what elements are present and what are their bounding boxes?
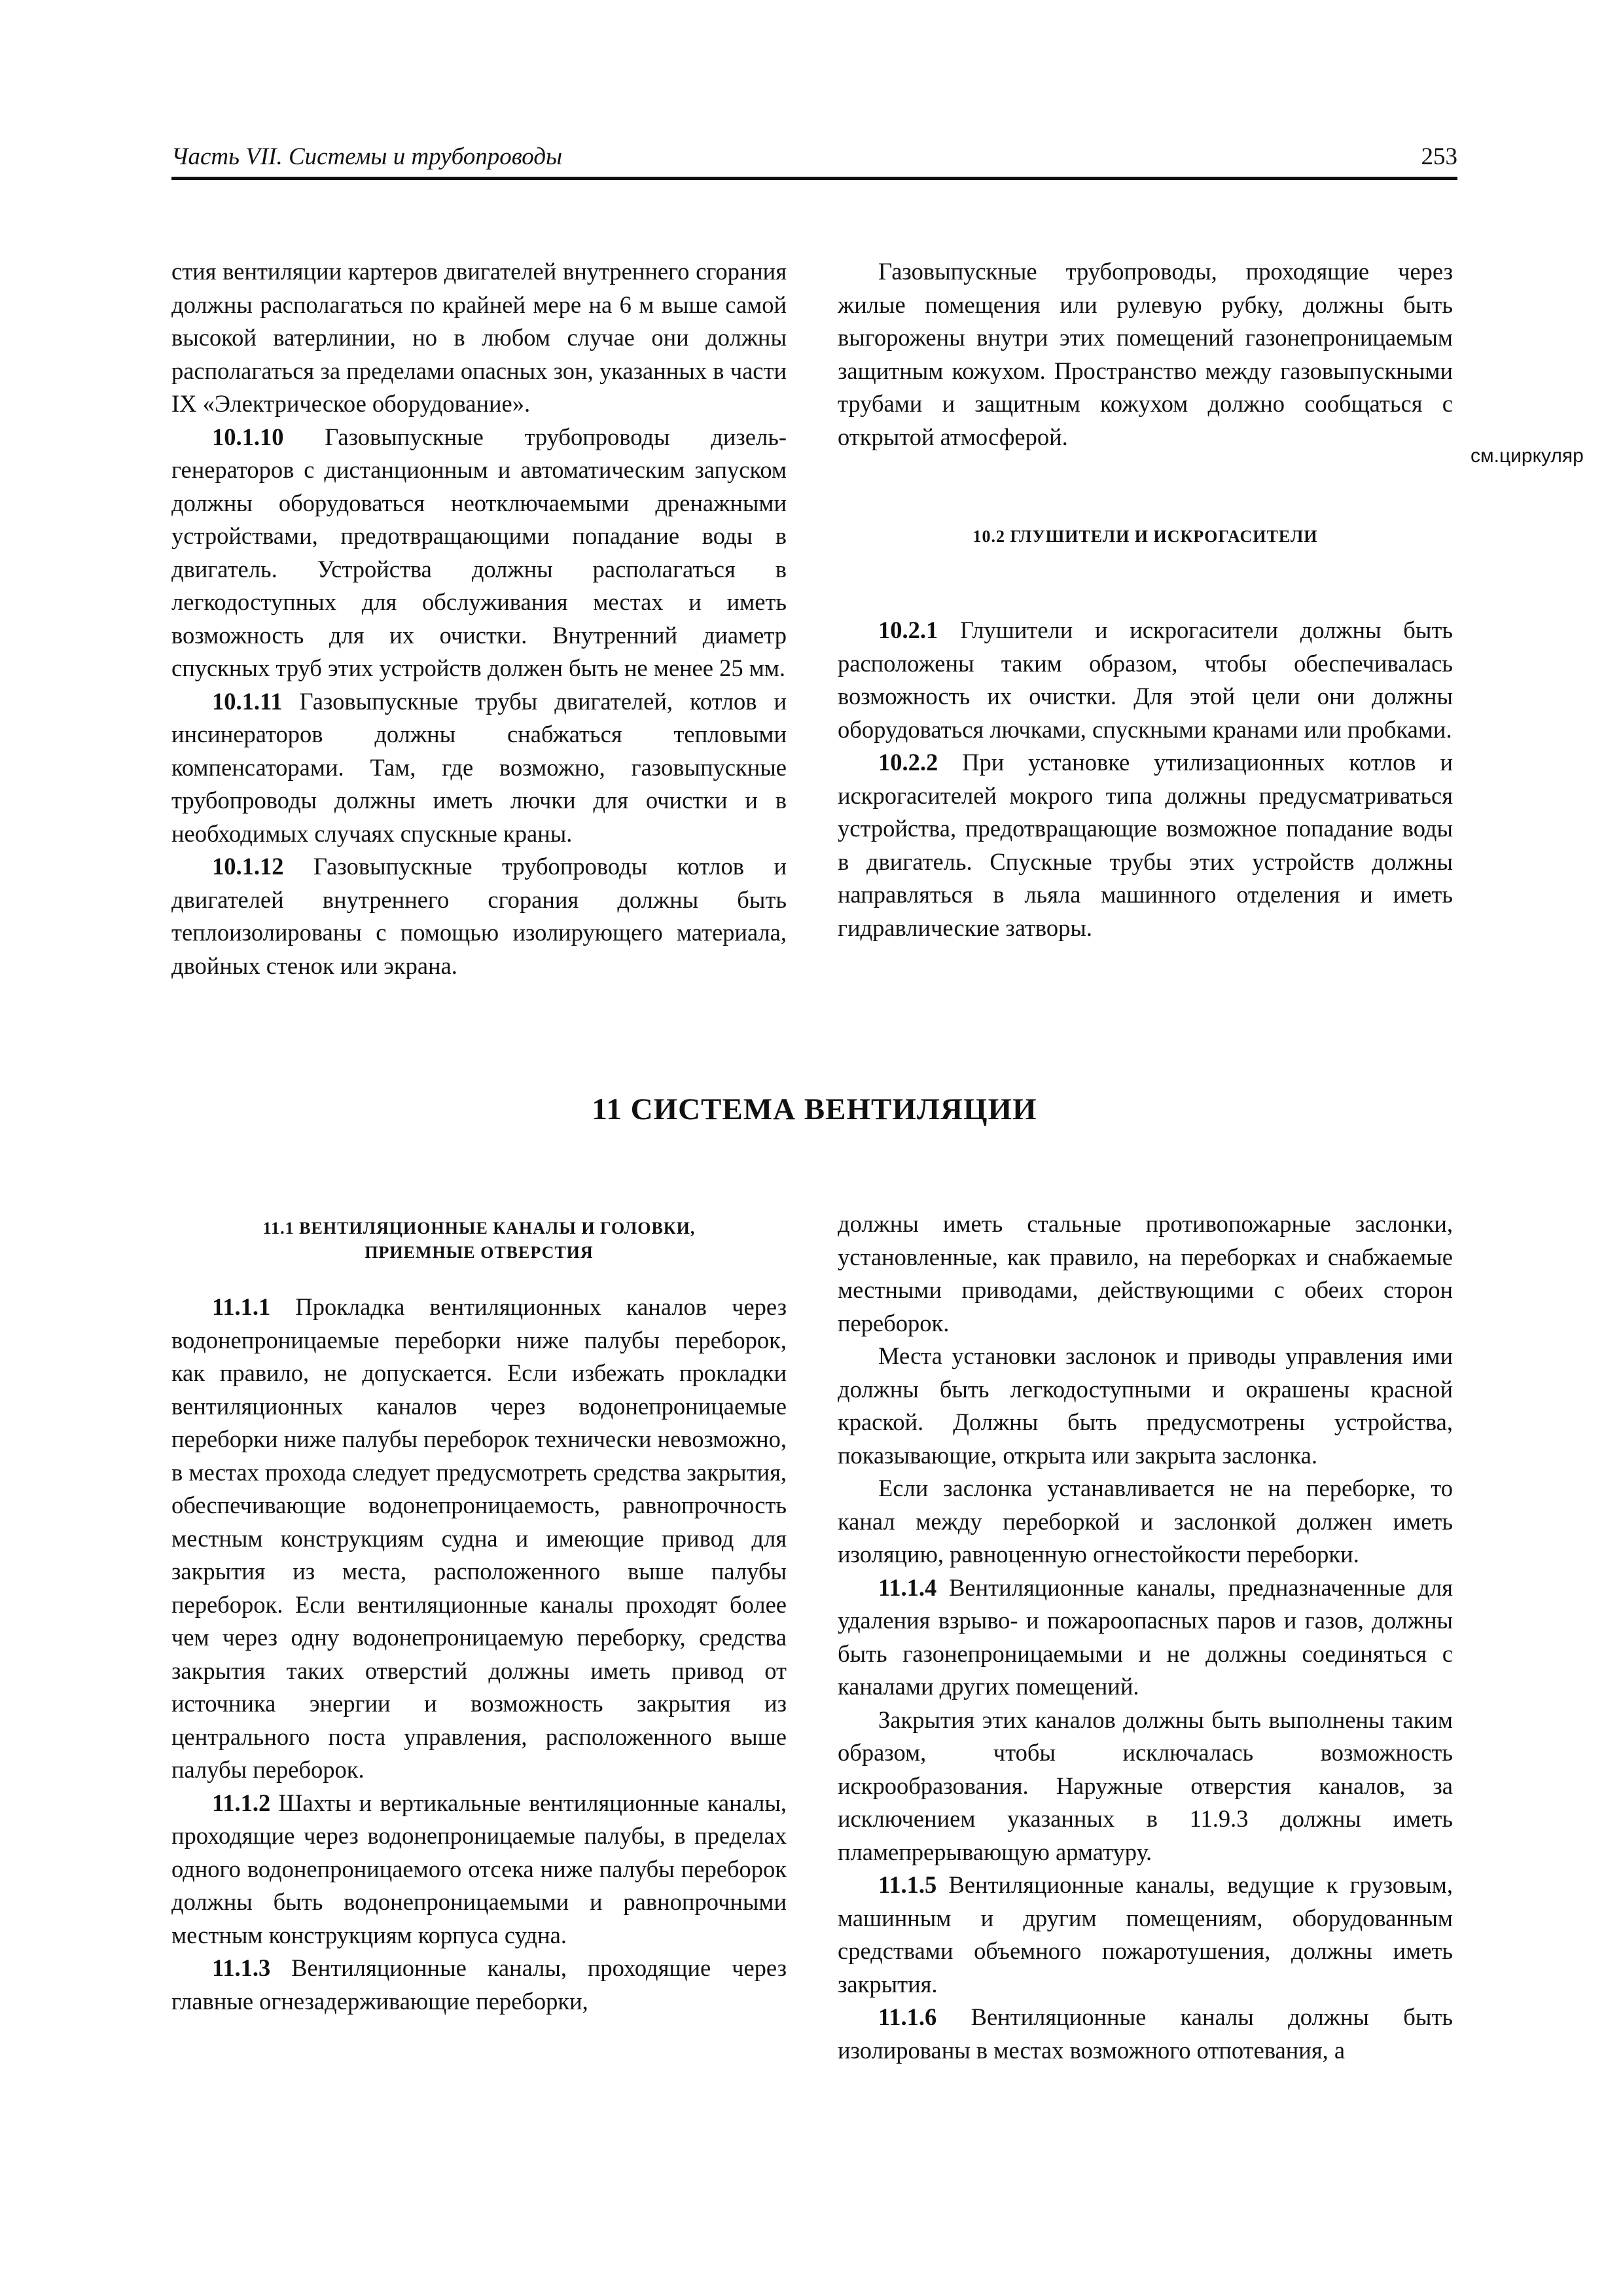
paragraph-11-1-3: 11.1.3 Вентиляционные каналы, проходящие через главные огнезадерживающие переборки, [171, 1954, 787, 2015]
paragraph: Газовыпускные трубопроводы, проходящие через жилые помещения или рулевую рубку, должны быть выгорожены внутри этих помещений газонепроницаемым защитным кожухом. Пространство между газовыпускными трубами и защитным кожухом должно сообщаться с открытой атмосферой. [838, 258, 1453, 450]
section-title-line: ПРИЕМНЫЕ ОТВЕРСТИЯ [365, 1243, 594, 1262]
section-title-10-2: 10.2 ГЛУШИТЕЛИ И ИСКРОГАСИТЕЛИ [972, 527, 1318, 546]
paragraph-10-1-10: 10.1.10 Газовыпускные трубопроводы дизель-генераторов с дистанционным и автоматическим запуском должны оборудоваться неотключаемыми дренажными устройствами, предотвращающими попадание воды в двигатель. Устройства должны располагаться в легкодоступных для обслуживания местах и иметь возможность для их очистки. Внутренний диаметр спускных труб этих устройств должен быть не менее 25 мм. [171, 423, 787, 681]
page-header [171, 143, 1457, 177]
paragraph-11-1-1: 11.1.1 Прокладка вентиляционных каналов через водонепроницаемые переборки ниже палубы переборок, как правило, не допускается. Если избежать прокладки вентиляционных каналов через водонепроницаемые переборки ниже палубы переборок технически невозможно, в местах прохода следует предусмотреть средства закрытия, обеспечивающие водонепроницаемость, равнопрочность местным конструкциям судна и имеющие привод для закрытия из места, расположенного выше палубы переборок. Если вентиляционные каналы проходят более чем через одну водонепроницаемую переборку, средства закрытия таких отверстий должны иметь привод от источника энергии и возможность закрытия из центрального поста управления, расположенного выше палубы переборок. [171, 1293, 787, 1783]
paragraph: должны иметь стальные противопожарные заслонки, установленные, как правило, на переборках и снабжаемые местными приводами, действующими с обеих сторон переборок. [838, 1210, 1453, 1336]
margin-note: см.циркуляр [1471, 445, 1584, 467]
paragraph-11-1-6: 11.1.6 Вентиляционные каналы должны быть изолированы в местах возможного отпотевания, а [838, 2003, 1453, 2064]
top-left-column [171, 255, 787, 982]
paragraph-10-1-11: 10.1.11 Газовыпускные трубы двигателей, котлов и инсинераторов должны снабжаться тепловыми компенсаторами. Там, где возможно, газовыпускные трубопроводы должны иметь лючки для очистки и в необходимых случаях спускные краны. [171, 687, 787, 847]
paragraph-11-1-4: 11.1.4 Вентиляционные каналы, предназначенные для удаления взрыво- и пожароопасных паров и газов, должны быть газонепроницаемыми и не должны соединяться с каналами других помещений. [838, 1573, 1453, 1700]
bottom-right-column [838, 1208, 1453, 2067]
top-right-column [838, 255, 1453, 944]
section-title-11-1 [171, 1216, 787, 1265]
paragraph-11-1-2: 11.1.2 Шахты и вертикальные вентиляционные каналы, проходящие через водонепроницаемые палубы, в пределах одного водонепроницаемого отсека ниже палубы переборок должны быть водонепроницаемыми и равнопрочными местным конструкциям корпуса судна. [171, 1789, 787, 1948]
page-number: 253 [1421, 143, 1457, 170]
paragraph-10-1-12: 10.1.12 Газовыпускные трубопроводы котлов и двигателей внутреннего сгорания должны быть теплоизолированы с помощью изолирующего материала, двойных стенок или экрана. [171, 853, 787, 979]
paragraph-10-2-1: 10.2.1 Глушители и искрогасители должны быть расположены таким образом, чтобы обеспечивалась возможность их очистки. Для этой цели они должны оборудоваться лючками, спускными кранами или пробками. [838, 617, 1453, 743]
running-title: Часть VII. Системы и трубопроводы [171, 143, 563, 170]
paragraph-10-2-2: 10.2.2 При установке утилизационных котлов и искрогасителей мокрого типа должны предусматриваться устройства, предотвращающие возможное попадание воды в двигатель. Спускные трубы этих устройств должны направляться в льяла машинного отделения и иметь гидравлические затворы. [838, 749, 1453, 941]
paragraph: Закрытия этих каналов должны быть выполнены таким образом, чтобы исключалась возможность искрообразования. Наружные отверстия каналов, за исключением указанных в 11.9.3 должны иметь пламепрерывающую арматуру. [838, 1706, 1453, 1865]
chapter-title: 11 СИСТЕМА ВЕНТИЛЯЦИИ [592, 1092, 1037, 1126]
bottom-left-column [171, 1216, 787, 2018]
paragraph: Если заслонка устанавливается не на переборке, то канал между переборкой и заслонкой должен иметь изоляцию, равноценную огнестойкости переборки. [838, 1475, 1453, 1568]
paragraph: Места установки заслонок и приводы управления ими должны быть легкодоступными и окрашены красной краской. Должны быть предусмотрены устройства, показывающие, открыта или закрыта заслонка. [838, 1342, 1453, 1469]
section-title-line: 11.1 ВЕНТИЛЯЦИОННЫЕ КАНАЛЫ И ГОЛОВКИ, [262, 1219, 696, 1238]
header-rule [171, 177, 1457, 180]
paragraph: стия вентиляции картеров двигателей внутреннего сгорания должны располагаться по крайней мере на 6 м выше самой высокой ватерлинии, но в любом случае они должны располагаться за пределами опасных зон, указанных в части IX «Электрическое оборудование». [171, 258, 787, 417]
paragraph-11-1-5: 11.1.5 Вентиляционные каналы, ведущие к грузовым, машинным и другим помещениям, оборудованным средствами объемного пожаротушения, должны иметь закрытия. [838, 1871, 1453, 1998]
